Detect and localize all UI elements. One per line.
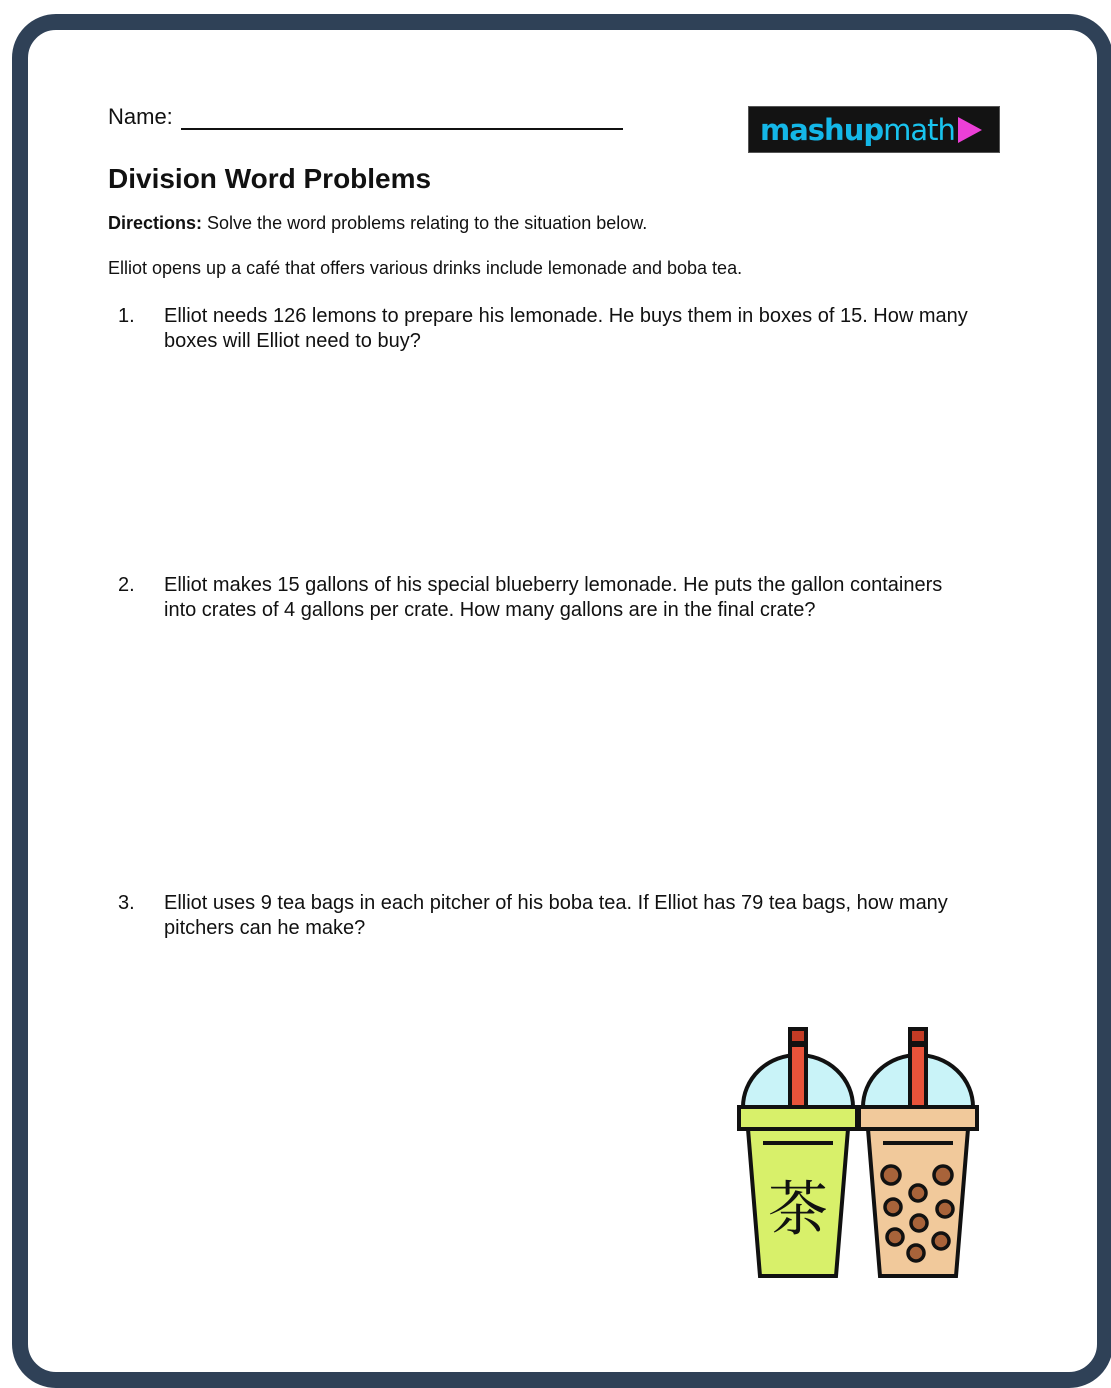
green-tea-cup-icon: [739, 1045, 857, 1276]
logo-word-mashup: mashup: [760, 112, 884, 147]
logo-word-math: math: [883, 112, 955, 147]
problem-text: Elliot makes 15 gallons of his special blueberry lemonade. He puts the gallon containers into crates of 4 gallons per crate. How many gallons are in the final crate?: [164, 574, 943, 621]
problem-text: Elliot needs 126 lemons to prepare his lemonade. He buys them in boxes of 15. How many boxes will Elliot need to buy?: [164, 305, 968, 352]
directions: [108, 213, 647, 234]
tea-glyph: 茶: [768, 1175, 828, 1245]
problem-number: 1.: [118, 305, 135, 327]
problem-text: Elliot uses 9 tea bags in each pitcher of his boba tea. If Elliot has 79 tea bags, how many pitchers can he make?: [164, 892, 948, 939]
play-icon: [958, 117, 982, 143]
problem-3: [118, 891, 978, 941]
problem-number: 2.: [118, 574, 135, 596]
name-label: Name:: [108, 104, 173, 129]
page-title: Division Word Problems: [108, 163, 432, 194]
boba-tea-cup-icon: [859, 1045, 977, 1276]
problem-1: [118, 304, 978, 354]
mashupmath-logo: [748, 106, 1000, 153]
boba-drinks-illustration: [733, 1025, 983, 1285]
problem-2: [118, 573, 978, 623]
problem-number: 3.: [118, 892, 135, 914]
name-blank-line[interactable]: [181, 106, 623, 130]
directions-text: Solve the word problems relating to the situation below.: [202, 213, 648, 233]
situation-text: Elliot opens up a café that offers various drinks include lemonade and boba tea.: [108, 258, 743, 278]
name-field: [108, 104, 623, 130]
directions-label: Directions:: [108, 213, 203, 233]
